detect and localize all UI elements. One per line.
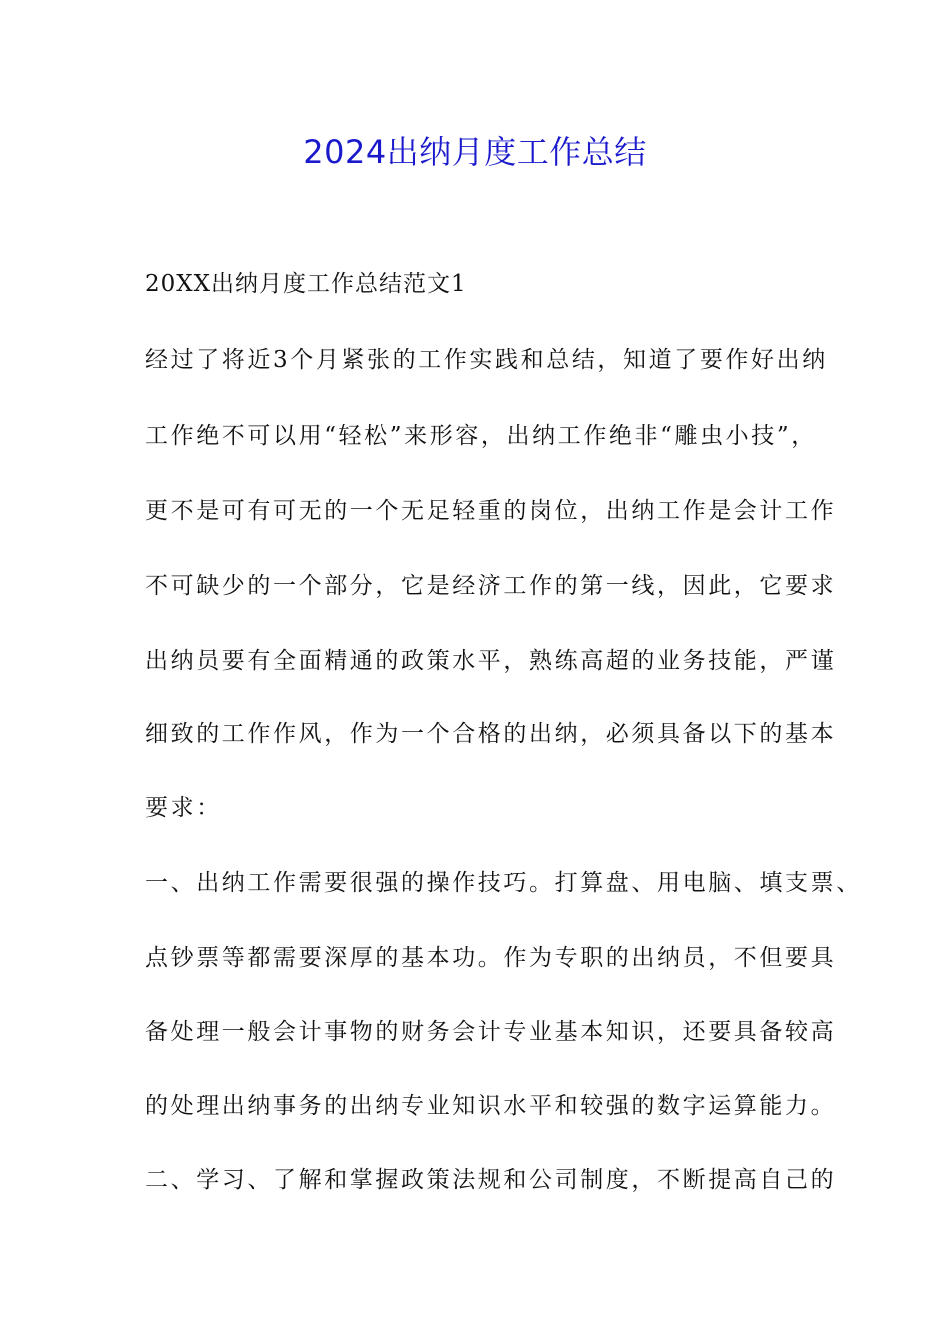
paragraph-line: 要求： [145, 795, 222, 821]
paragraph-line: 出纳员要有全面精通的政策水平，熟练高超的业务技能，严谨 [145, 648, 837, 674]
paragraph-line: 经过了将近3个月紧张的工作实践和总结，知道了要作好出纳 [145, 347, 828, 373]
paragraph-line: 更不是可有可无的一个无足轻重的岗位，出纳工作是会计工作 [145, 498, 837, 524]
paragraph-line: 一、出纳工作需要很强的操作技巧。打算盘、用电脑、填支票、 [145, 870, 862, 896]
paragraph-line: 点钞票等都需要深厚的基本功。作为专职的出纳员，不但要具 [145, 945, 837, 971]
paragraph-line: 工作绝不可以用“轻松”来形容，出纳工作绝非“雕虫小技”， [145, 423, 817, 449]
document-title: 2024出纳月度工作总结 [303, 133, 647, 171]
paragraph-line: 二、学习、了解和掌握政策法规和公司制度，不断提高自己的 [145, 1167, 837, 1193]
paragraph-line: 细致的工作作风，作为一个合格的出纳，必须具备以下的基本 [145, 721, 837, 747]
paragraph-line: 备处理一般会计事物的财务会计专业基本知识，还要具备较高 [145, 1019, 837, 1045]
paragraph-line: 的处理出纳事务的出纳专业知识水平和较强的数字运算能力。 [145, 1093, 837, 1119]
paragraph-line: 不可缺少的一个部分，它是经济工作的第一线，因此，它要求 [145, 573, 837, 599]
section-subtitle: 20XX出纳月度工作总结范文1 [145, 271, 467, 297]
